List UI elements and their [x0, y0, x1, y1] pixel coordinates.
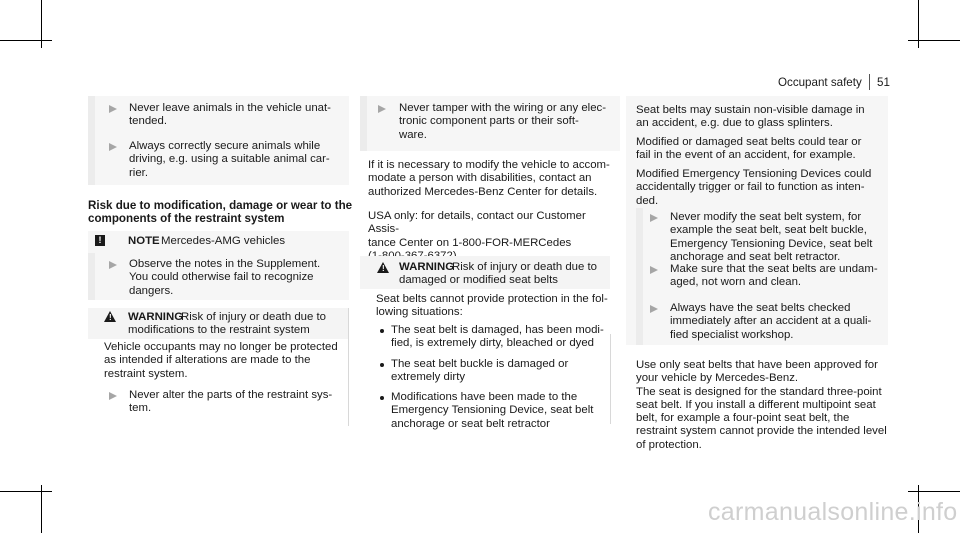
- warning-label: WARNING: [399, 261, 455, 273]
- instruction-arrow-icon: [650, 266, 658, 274]
- instruction-item: Never tamper with the wiring or any elec- tronic component parts or their soft- ware.: [399, 102, 607, 141]
- paragraph: If it is necessary to modify the vehicle to accom- modate a person with disabilities, contact an authorized Mercedes-Benz Center for details.: [368, 159, 610, 198]
- crop-mark: [908, 491, 960, 492]
- paragraph: Modified or damaged seat belts could tear or fail in the event of an accident, for example.: [636, 136, 862, 162]
- note-box: [88, 231, 349, 300]
- paragraph: Use only seat belts that have been approved for your vehicle by Mercedes-Benz. The seat is designed for the standard three-point seat belt. If you install a different multipoint seat belt, for example a four-point seat belt, the restraint system cannot provide the intended level of protection.: [636, 359, 887, 451]
- bullet: [380, 363, 384, 367]
- instruction-arrow-icon: [650, 214, 658, 222]
- warning-body: Vehicle occupants may no longer be protected as intended if alterations are made to the restraint system.: [104, 341, 338, 380]
- section-title: Occupant safety: [778, 76, 862, 89]
- instruction-arrow-icon: [109, 143, 117, 151]
- instruction-arrow-icon: [109, 392, 117, 400]
- crop-mark: [0, 40, 52, 41]
- bullet: [380, 329, 384, 333]
- instruction-item: Never leave animals in the vehicle unat- tended.: [129, 102, 331, 128]
- warning-title: Risk of injury or death due to: [181, 311, 326, 323]
- crop-mark: [41, 485, 42, 533]
- warning-body: Seat belts cannot provide protection in the fol- lowing situations:: [376, 293, 608, 319]
- instruction-item: Never modify the seat belt system, for example the seat belt, seat belt buckle, Emergency Tensioning Device, seat belt anchorage and seat belt retractor.: [670, 211, 873, 263]
- warning-box: [88, 308, 348, 426]
- bullet-item: Modifications have been made to the Emergency Tensioning Device, seat belt anchorage or seat belt retractor: [391, 391, 594, 430]
- paragraph: Seat belts may sustain non-visible damage in an accident, e.g. due to glass splinters.: [636, 104, 865, 130]
- warning-title: modifications to the restraint system: [128, 324, 310, 336]
- watermark: carmanualsonline.info: [708, 498, 958, 526]
- warning-label: WARNING: [128, 311, 184, 323]
- warning-icon: !: [377, 262, 389, 273]
- instruction-item: Always have the seat belts checked immediately after an accident at a quali- fied specialist workshop.: [670, 302, 872, 341]
- warning-box: [360, 256, 610, 430]
- paragraph: USA only: for details, contact our Customer Assis- tance Center on 1-800-FOR-MERCedes: [368, 210, 586, 249]
- instruction-item: Always correctly secure animals while driving, e.g. using a suitable animal car- rier.: [129, 140, 330, 179]
- instruction-item: Observe the notes in the Supplement. You could otherwise fail to recognize dangers.: [129, 258, 321, 297]
- note-label: NOTE: [128, 235, 160, 247]
- info-box: [88, 96, 349, 185]
- bullet: [380, 396, 384, 400]
- bullet-item: The seat belt is damaged, has been modi- fied, is extremely dirty, bleached or dyed: [391, 324, 604, 350]
- info-box: [360, 96, 620, 151]
- instruction-arrow-icon: [650, 305, 658, 313]
- header-divider: [869, 74, 870, 90]
- column-rule: [610, 334, 611, 424]
- warning-icon: !: [104, 311, 116, 322]
- instruction-item: Never alter the parts of the restraint sys- tem.: [129, 389, 333, 415]
- instruction-arrow-icon: [378, 105, 386, 113]
- crop-mark: [908, 40, 960, 41]
- warning-title: Risk of injury or death due to: [452, 261, 597, 273]
- warning-title: damaged or modified seat belts: [399, 274, 558, 286]
- crop-mark: [0, 491, 52, 492]
- warning-continuation-box: [626, 96, 888, 345]
- paragraph: Modified Emergency Tensioning Devices could accidentally trigger or fail to function as inten- ded.: [636, 168, 872, 207]
- section-heading: Risk due to modification, damage or wear to the components of the restraint system: [88, 199, 353, 226]
- instruction-arrow-icon: [109, 105, 117, 113]
- column-rule: [348, 308, 349, 426]
- instruction-item: Make sure that the seat belts are undam- aged, not worn and clean.: [670, 263, 878, 289]
- note-icon: !: [95, 235, 105, 246]
- bullet-item: The seat belt buckle is damaged or extremely dirty: [391, 358, 569, 384]
- note-text: Mercedes-AMG vehicles: [161, 235, 286, 247]
- page-number: 51: [877, 76, 890, 89]
- instruction-arrow-icon: [109, 261, 117, 269]
